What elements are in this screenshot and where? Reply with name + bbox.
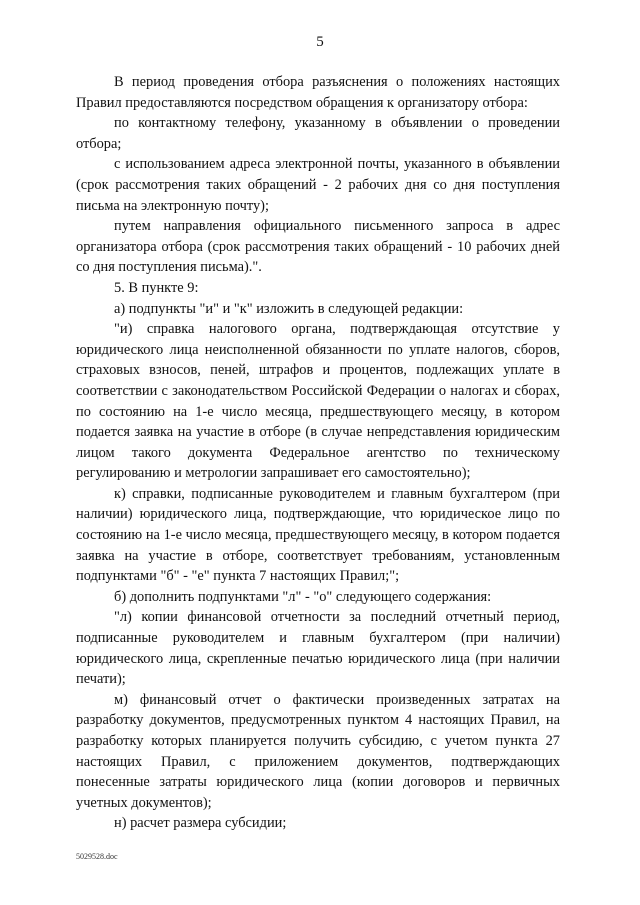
paragraph: "л) копии финансовой отчетности за последний отчетный период, подписанные руководителем и главным бухгалтером (при наличии) юридического лица, скрепленные печатью юридического лица (при наличии печати);	[76, 609, 560, 688]
paragraph: 5. В пункте 9:	[114, 279, 199, 296]
paragraph: к) справки, подписанные руководителем и главным бухгалтером (при наличии) юридического лица, подтверждающие, что юридическое лицо по состоянию на 1-е число месяца, предшествующего месяцу, в котором подается заявка на участие в отборе, соответствует требованиям, установленным подпунктами "б" - "е" пункта 7 настоящих Правил;";	[76, 485, 560, 585]
paragraph: а) подпункты "и" и "к" изложить в следующей редакции:	[114, 300, 464, 317]
paragraph: с использованием адреса электронной почты, указанного в объявлении (срок рассмотрения таких обращений - 2 рабочих дня со дня поступления письма на электронную почту);	[76, 156, 560, 214]
paragraph: путем направления официального письменного запроса в адрес организатора отбора (срок рассмотрения таких обращений - 10 рабочих дней со дня поступления письма).".	[76, 218, 560, 276]
paragraph: "и) справка налогового органа, подтверждающая отсутствие у юридического лица неисполненной обязанности по уплате налогов, сборов, страховых взносов, пеней, штрафов и процентов, подлежащих уплате в соответствии с законодательством Российской Федерации о налогах и сборах, по состоянию на 1-е число месяца, предшествующего месяцу, в котором подается заявка на участие в отборе (в случае непредставления юридическим лицом такого документа Федеральное агентство по техническому регулированию и метрологии запрашивает его самостоятельно);	[76, 321, 560, 482]
paragraph: м) финансовый отчет о фактически произведенных затратах на разработку документов, предусмотренных пунктом 4 настоящих Правил, на разработку которых планируется получить субсидию, с учетом пункта 27 настоящих Правил, с приложением документов, подтверждающих понесенные затраты юридического лица (копии договоров и первичных учетных документов);	[76, 691, 560, 811]
footer-filename: 5029528.doc	[76, 852, 118, 861]
paragraph: В период проведения отбора разъяснения о положениях настоящих Правил предоставляются посредством обращения к организатору отбора:	[76, 74, 560, 111]
document-body	[76, 72, 560, 834]
paragraph: по контактному телефону, указанному в объявлении о проведении отбора;	[76, 115, 560, 152]
paragraph: н) расчет размера субсидии;	[114, 815, 287, 832]
paragraph: б) дополнить подпунктами "л" - "о" следующего содержания:	[114, 588, 492, 605]
page-number: 5	[316, 34, 324, 50]
